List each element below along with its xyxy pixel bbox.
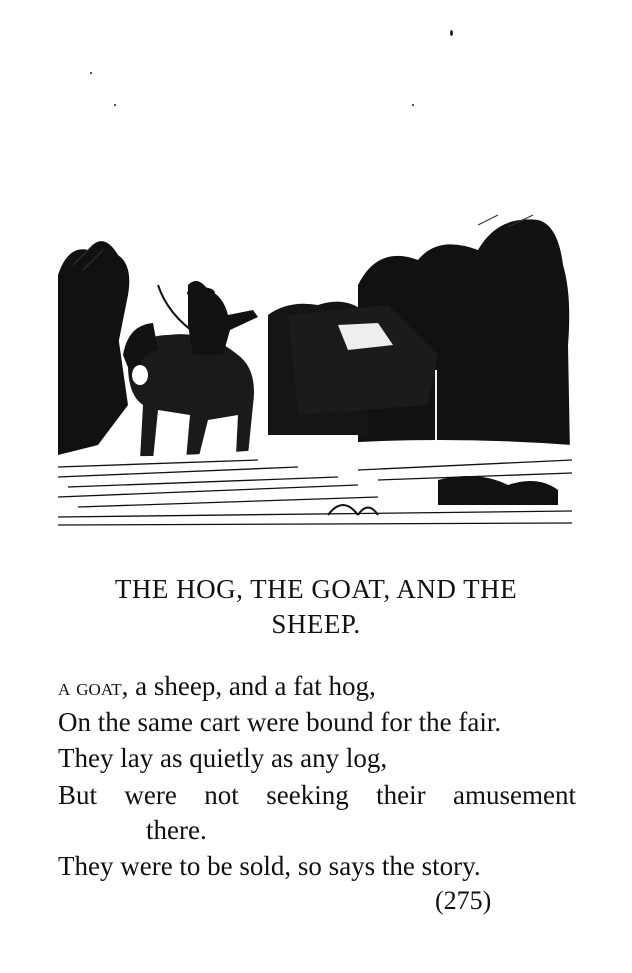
page-number: (275) bbox=[435, 886, 492, 915]
verse-line-4: But were not seeking their amusement bbox=[58, 780, 576, 810]
poem-title-line-1: THE HOG, THE GOAT, AND THE bbox=[114, 574, 518, 604]
poem-title-line-2: SHEEP. bbox=[271, 609, 361, 639]
ink-speck bbox=[450, 30, 453, 36]
verse-line-3: They lay as quietly as any log, bbox=[58, 743, 388, 773]
ink-speck bbox=[412, 104, 414, 106]
verse-line-5: there. bbox=[146, 815, 207, 845]
woodcut-cart-scene-icon bbox=[58, 205, 572, 535]
verse-line-1-smallcaps: a goat bbox=[58, 675, 122, 701]
verse-line-1 bbox=[58, 668, 376, 706]
verse-line-1-rest: , a sheep, and a fat hog, bbox=[121, 671, 376, 701]
ink-speck bbox=[114, 104, 116, 106]
verse-line-2: On the same cart were bound for the fair. bbox=[58, 707, 502, 737]
verse-line-6: They were to be sold, so says the story. bbox=[58, 851, 481, 881]
ink-speck bbox=[90, 72, 92, 74]
